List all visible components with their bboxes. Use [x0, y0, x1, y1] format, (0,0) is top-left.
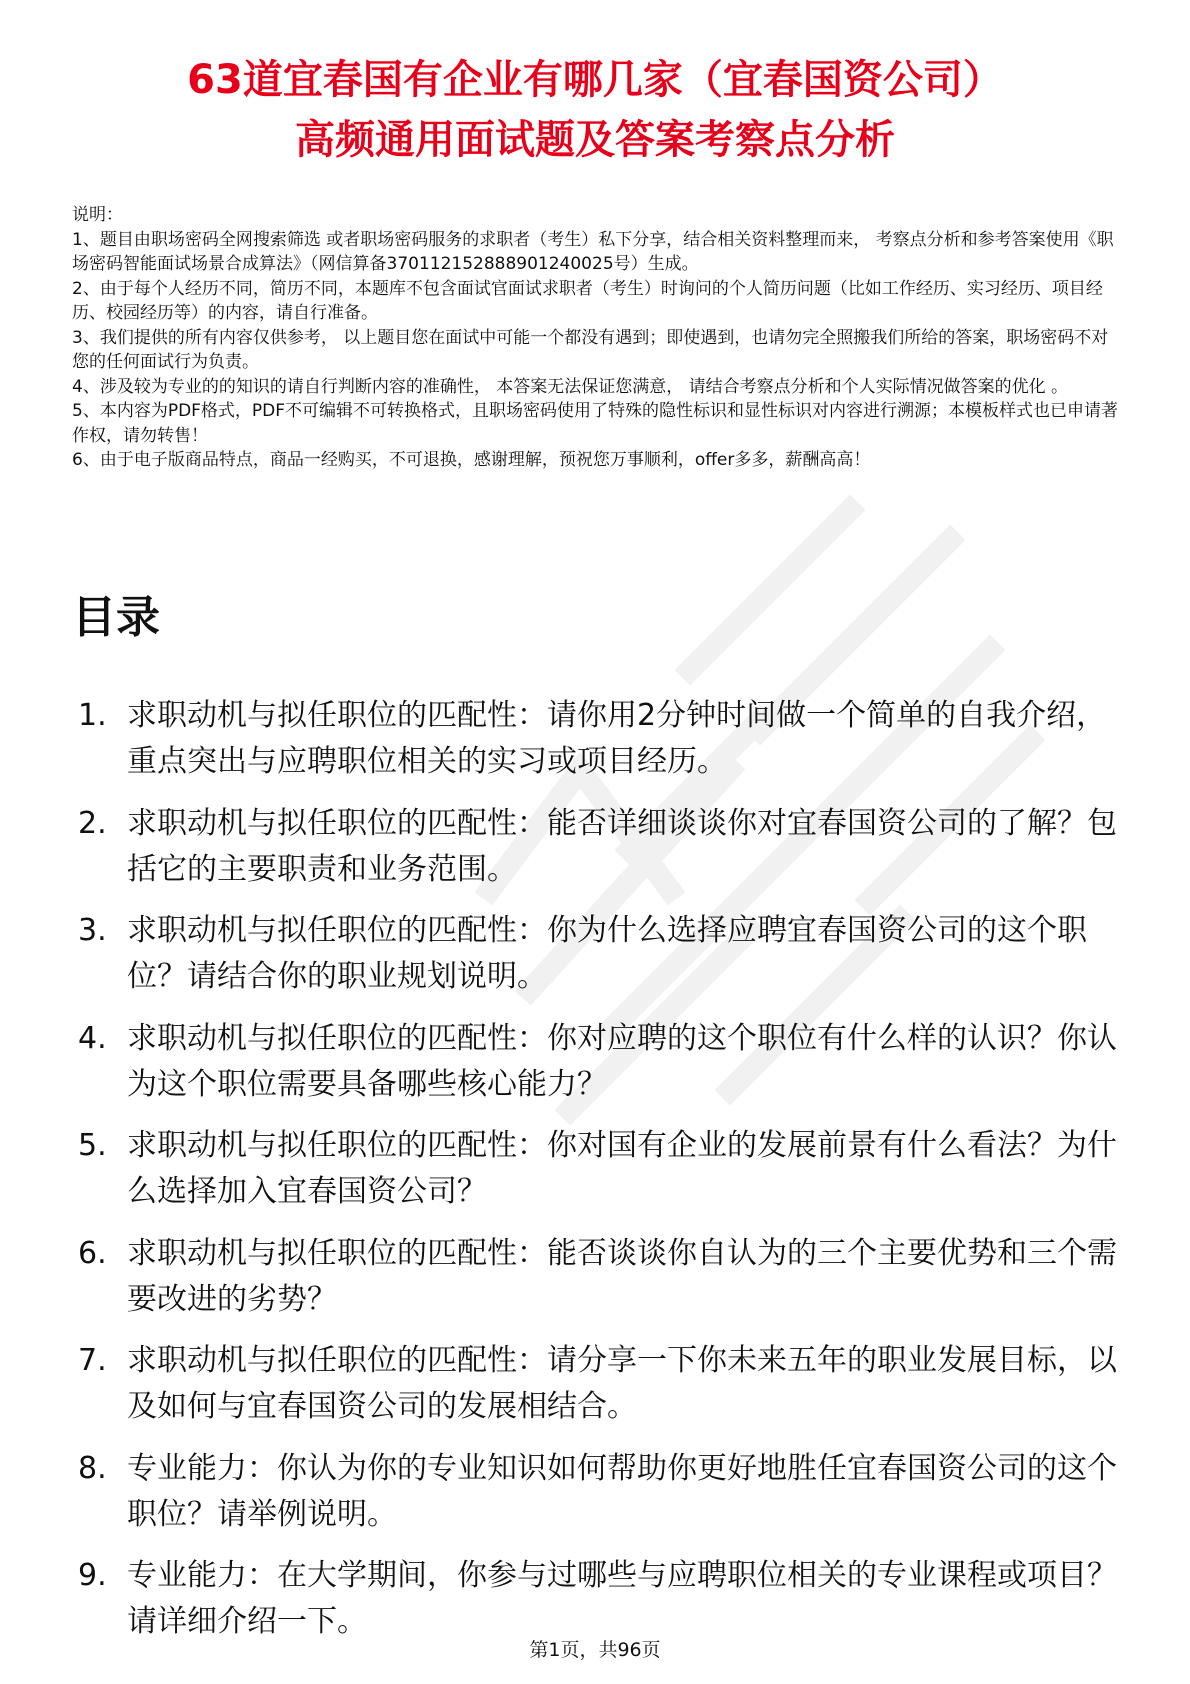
- toc-item-text: 求职动机与拟任职位的匹配性：能否详细谈谈你对宜春国资公司的了解？包括它的主要职责和业务范围。: [127, 805, 1117, 887]
- note-item: 2、由于每个人经历不同，简历不同，本题库不包含面试官面试求职者（考生）时询问的个人简历问题（比如工作经历、实习经历、项目经历、校园经历等）的内容，请自行准备。: [72, 278, 1103, 323]
- toc-item-text: 求职动机与拟任职位的匹配性：请你用2分钟时间做一个简单的自我介绍，重点突出与应聘职位相关的实习或项目经历。: [127, 698, 1107, 779]
- table-of-contents: [72, 693, 1132, 1661]
- toc-item[interactable]: [72, 1446, 1132, 1538]
- toc-item-number: 7.: [78, 1343, 107, 1378]
- note-item: 4、涉及较为专业的的知识的请自行判断内容的准确性， 本答案无法保证您满意， 请结合考察点分析和个人实际情况做答案的优化 。: [72, 376, 1069, 397]
- toc-item-number: 5.: [78, 1128, 107, 1163]
- toc-item[interactable]: [72, 1016, 1132, 1108]
- toc-item-text: 求职动机与拟任职位的匹配性：能否谈谈你自认为的三个主要优势和三个需要改进的劣势？: [127, 1235, 1117, 1317]
- toc-item-number: 1.: [78, 698, 107, 733]
- toc-item-number: 8.: [78, 1450, 107, 1486]
- toc-item-number: 2.: [78, 805, 107, 841]
- toc-item-number: 4.: [78, 1020, 107, 1056]
- toc-item-number: 3.: [78, 913, 107, 948]
- notes-section: [72, 203, 1122, 473]
- toc-item-text: 专业能力：你认为你的专业知识如何帮助你更好地胜任宜春国资公司的这个职位？请举例说明。: [127, 1450, 1117, 1532]
- note-item: 1、题目由职场密码全网搜索筛选 或者职场密码服务的求职者（考生）私下分享，结合相关资料整理而来， 考察点分析和参考答案使用《职场密码智能面试场景合成算法》（网信算备370112152888901240025号）生成。: [72, 229, 1114, 274]
- toc-heading: 目录: [72, 592, 160, 643]
- toc-item-text: 求职动机与拟任职位的匹配性：请分享一下你未来五年的职业发展目标，以及如何与宜春国资公司的发展相结合。: [127, 1343, 1117, 1424]
- document-title-line-1: 63道宜春国有企业有哪几家（宜春国资公司）: [187, 57, 1003, 103]
- page-footer: 第1页，共96页: [529, 1639, 661, 1661]
- toc-item[interactable]: [72, 1231, 1132, 1323]
- toc-item-text: 求职动机与拟任职位的匹配性：你对应聘的这个职位有什么样的认识？你认为这个职位需要具备哪些核心能力？: [127, 1020, 1117, 1102]
- notes-label: 说明：: [72, 205, 123, 225]
- toc-item[interactable]: [72, 1123, 1132, 1215]
- toc-item-number: 9.: [78, 1558, 107, 1593]
- note-item: 3、我们提供的所有内容仅供参考， 以上题目您在面试中可能一个都没有遇到；即使遇到，也请勿完全照搬我们所给的答案，职场密码不对您的任何面试行为负责。: [72, 327, 1109, 372]
- note-item: 6、由于电子版商品特点，商品一经购买，不可退换，感谢理解，预祝您万事顺利，offer多多，薪酬高高！: [72, 450, 871, 470]
- toc-item[interactable]: [72, 1553, 1132, 1645]
- toc-item[interactable]: [72, 908, 1132, 1000]
- toc-item[interactable]: [72, 1338, 1132, 1430]
- toc-item[interactable]: [72, 801, 1132, 893]
- document-title-line-2: 高频通用面试题及答案考察点分析: [295, 117, 895, 163]
- toc-item-text: 专业能力：在大学期间，你参与过哪些与应聘职位相关的专业课程或项目？请详细介绍一下。: [127, 1558, 1117, 1639]
- toc-item[interactable]: [72, 693, 1132, 785]
- note-item: 5、本内容为PDF格式，PDF不可编辑不可转换格式，且职场密码使用了特殊的隐性标识和显性标识对内容进行溯源；本模板样式也已申请著作权，请勿转售！: [72, 401, 1119, 446]
- toc-item-text: 求职动机与拟任职位的匹配性：你对国有企业的发展前景有什么看法？为什么选择加入宜春国资公司？: [127, 1128, 1117, 1209]
- toc-item-text: 求职动机与拟任职位的匹配性：你为什么选择应聘宜春国资公司的这个职位？请结合你的职业规划说明。: [127, 913, 1087, 994]
- toc-item-number: 6.: [78, 1235, 107, 1271]
